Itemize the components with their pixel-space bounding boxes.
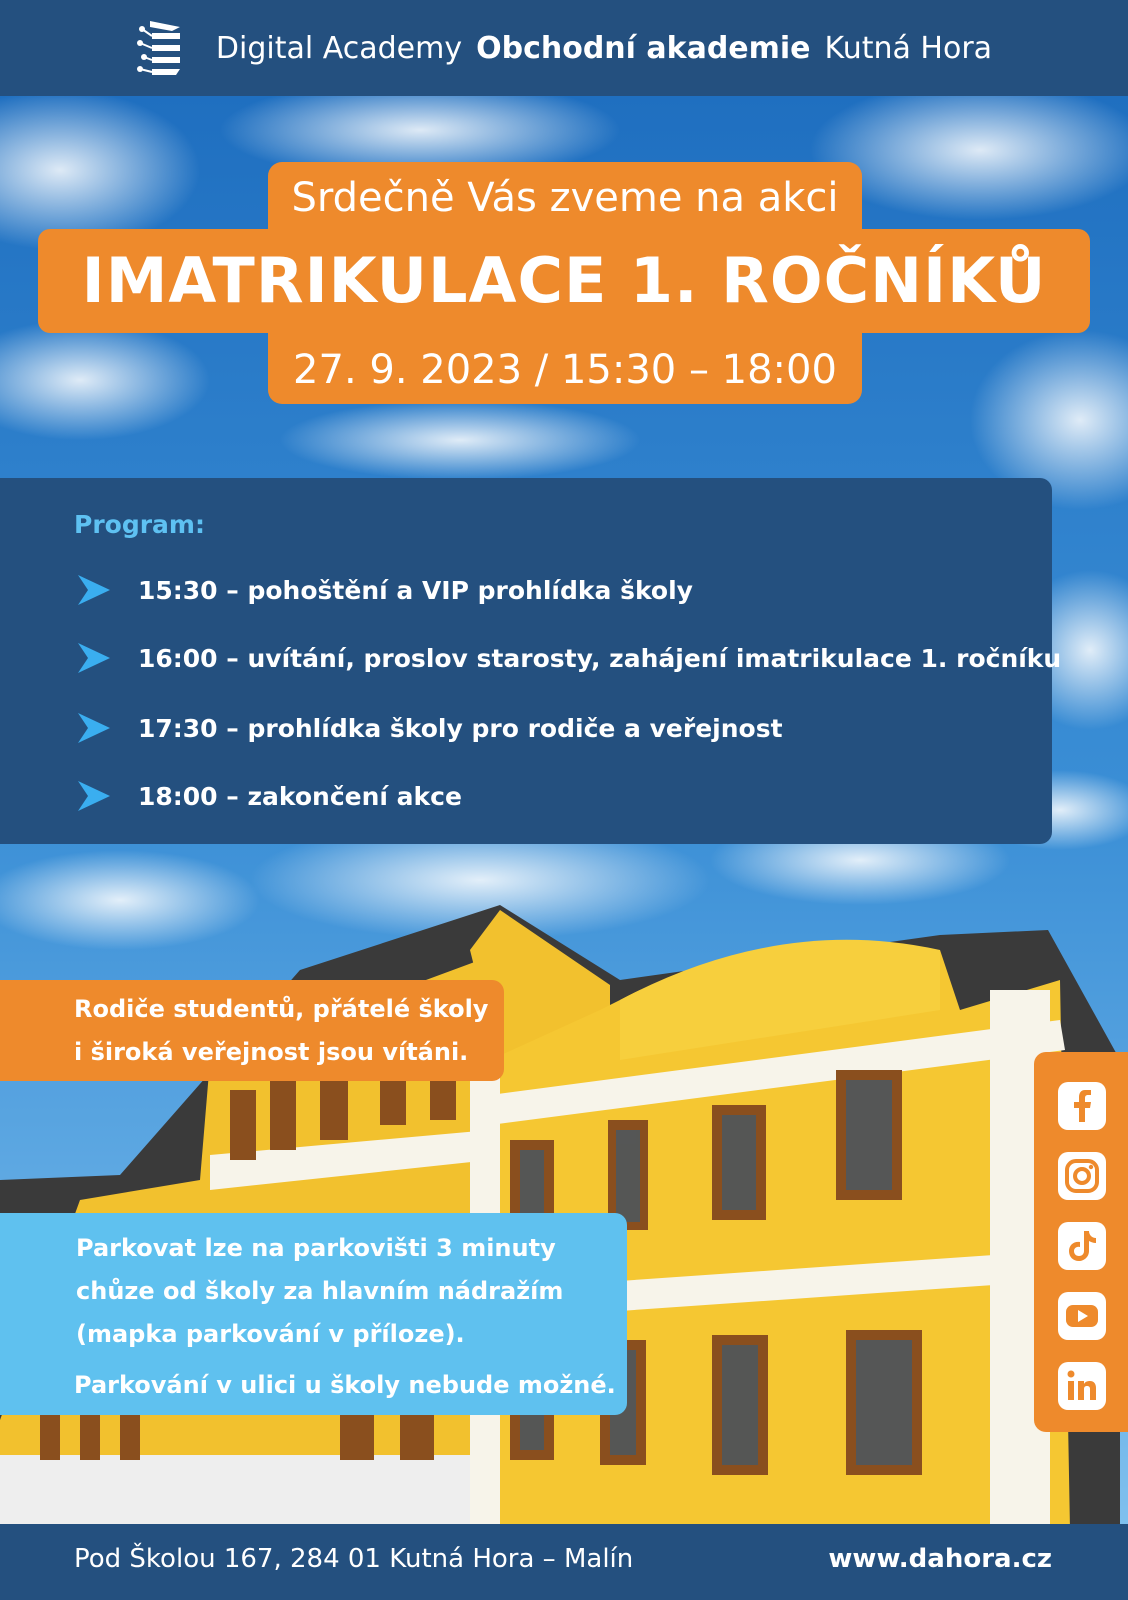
youtube-icon[interactable] [1056, 1290, 1108, 1342]
chevron-right-icon [76, 710, 112, 746]
welcome-line: Rodiče studentů, přátelé školy [74, 995, 489, 1023]
brand-school: Obchodní akademie [476, 30, 811, 66]
parking-line: (mapka parkování v příloze). [76, 1320, 465, 1348]
program-item-text: 16:00 – uvítání, proslov starosty, zahájení imatrikulace 1. ročníku [138, 643, 1062, 673]
social-links [1034, 1052, 1128, 1432]
program-item [76, 572, 693, 608]
chevron-right-icon [76, 778, 112, 814]
program-item-text: 15:30 – pohoštění a VIP prohlídka školy [138, 575, 693, 605]
welcome-line: i široká veřejnost jsou vítáni. [74, 1038, 469, 1066]
school-logo-icon [136, 17, 188, 79]
invite-text: Srdečně Vás zveme na akci [291, 175, 839, 221]
footer-address: Pod Školou 167, 284 01 Kutná Hora – Malín [74, 1544, 634, 1574]
parking-line: Parkovat lze na parkovišti 3 minuty [76, 1234, 556, 1262]
chevron-right-icon [76, 572, 112, 608]
parking-box [0, 1213, 627, 1415]
instagram-icon[interactable] [1056, 1150, 1108, 1202]
brand-city: Kutná Hora [824, 30, 993, 66]
chevron-right-icon [76, 640, 112, 676]
program-item [76, 778, 462, 814]
event-date: 27. 9. 2023 / 15:30 – 18:00 [293, 347, 837, 393]
program-item [76, 710, 783, 746]
program-item-text: 18:00 – zakončení akce [138, 781, 462, 811]
footer-website-link[interactable]: www.dahora.cz [828, 1544, 1052, 1574]
program-item-text: 17:30 – prohlídka školy pro rodiče a veřejnost [138, 713, 783, 743]
parking-warning: Parkování v ulici u školy nebude možné. [74, 1371, 616, 1399]
linkedin-icon[interactable] [1056, 1360, 1108, 1412]
footer-bar [0, 1524, 1128, 1600]
brand-academy: Digital Academy [215, 30, 463, 66]
facebook-icon[interactable] [1056, 1080, 1108, 1132]
program-item [76, 640, 1061, 676]
header-bar [0, 0, 1128, 96]
event-title: IMATRIKULACE 1. ROČNÍKŮ [38, 229, 1090, 333]
parking-line: chůze od školy za hlavním nádražím [76, 1277, 564, 1305]
program-heading: Program: [74, 510, 205, 539]
tiktok-icon[interactable] [1056, 1220, 1108, 1272]
welcome-box [0, 980, 504, 1081]
